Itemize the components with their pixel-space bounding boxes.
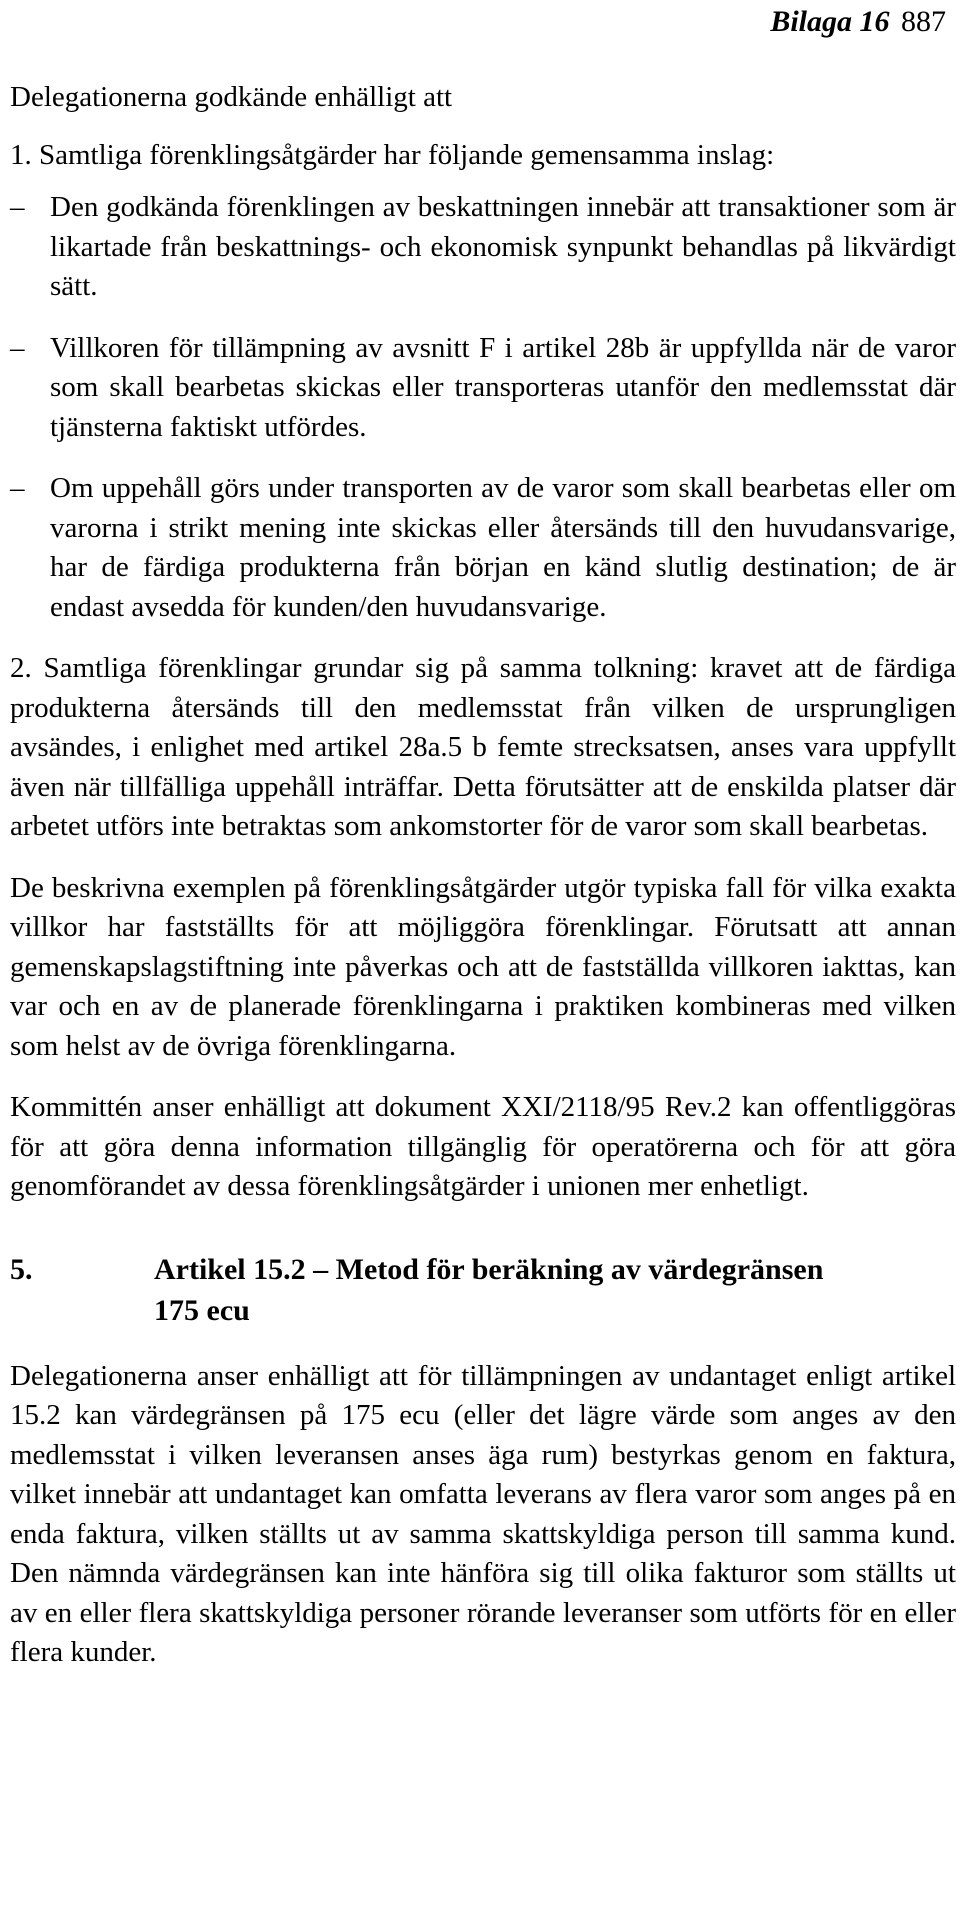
dash-item xyxy=(10,329,956,448)
point-1: 1. Samtliga förenklingsåtgärder har följande gemensamma inslag: xyxy=(10,138,775,171)
committee-paragraph: Kommittén anser enhälligt att dokument XXI/2118/95 Rev.2 kan offentliggöras för att göra denna information tillgänglig för operatörerna och för att göra genomförandet av dessa förenklingsåtgärder i unionen mer enhetligt. xyxy=(10,1091,956,1202)
section-heading xyxy=(10,1249,956,1331)
document-body xyxy=(10,78,956,1673)
section-title: Artikel 15.2 – Metod för beräkning av värdegränsen 175 ecu xyxy=(154,1252,824,1327)
dash-item-text: Om uppehåll görs under transporten av de varor som skall bearbetas eller om varorna i strikt mening inte skickas eller återsänds till den huvudansvarige, har de färdiga produkterna från början en känd slutlig destination; de är endast avsedda för kunden/den huvudansvarige. xyxy=(50,472,956,623)
appendix-label: Bilaga 16 xyxy=(770,5,890,38)
section-number: 5. xyxy=(10,1252,33,1286)
dash-bullet: – xyxy=(10,472,25,504)
section-5-paragraph: Delegationerna anser enhälligt att för tillämpningen av undantaget enligt artikel 15.2 kan värdegränsen på 175 ecu (eller det lägre värde som anges av den medlemsstat i vilken leveransen anses äga rum) bestyrkas genom en faktura, vilket innebär att undantaget kan omfatta leverans av flera varor som anges på en enda faktura, vilken ställts ut av samma skattskyldiga person till samma kund. Den nämnda värdegränsen kan inte hänföra sig till olika fakturor som ställts ut av en eller flera skattskyldiga personer rörande leveranser som utförts för en eller flera kunder. xyxy=(10,1359,956,1668)
intro-paragraph: Delegationerna godkände enhälligt att xyxy=(10,81,453,113)
dash-bullet: – xyxy=(10,191,25,223)
page-header xyxy=(770,2,946,42)
dash-item xyxy=(10,188,956,307)
examples-paragraph: De beskrivna exemplen på förenklingsåtgärder utgör typiska fall för vilka exakta villkor har fastställts för att möjliggöra förenklingar. Förutsatt att annan gemenskapslagstiftning inte påverkas och att de fastställda villkoren iakttas, kan var och en av de planerade förenklingarna i praktiken kombineras med vilken som helst av de övriga förenklingarna. xyxy=(10,871,956,1062)
dash-item-text: Den godkända förenklingen av beskattningen innebär att transaktioner som är likartade från beskattnings- och ekonomisk synpunkt behandlas på likvärdigt sätt. xyxy=(50,191,956,302)
dash-item-text: Villkoren för tillämpning av avsnitt F i artikel 28b är uppfyllda när de varor som skall bearbetas skickas eller transporteras utanför den medlemsstat där tjänsterna faktiskt utfördes. xyxy=(50,331,956,443)
dash-item xyxy=(10,469,956,627)
point-2: 2. Samtliga förenklingar grundar sig på samma tolkning: kravet att de färdiga produkterna återsänds till den medlemsstat från vilken de ursprungligen avsändes, i enlighet med artikel 28a.5 b femte strecksatsen, anses vara uppfyllt även när tillfälliga uppehåll inträffar. Detta förutsätter att de enskilda platser där arbetet utförs inte betraktas som ankomstorter för de varor som skall bearbetas. xyxy=(10,652,956,842)
page-number: 887 xyxy=(901,5,946,38)
dash-bullet: – xyxy=(10,331,25,364)
